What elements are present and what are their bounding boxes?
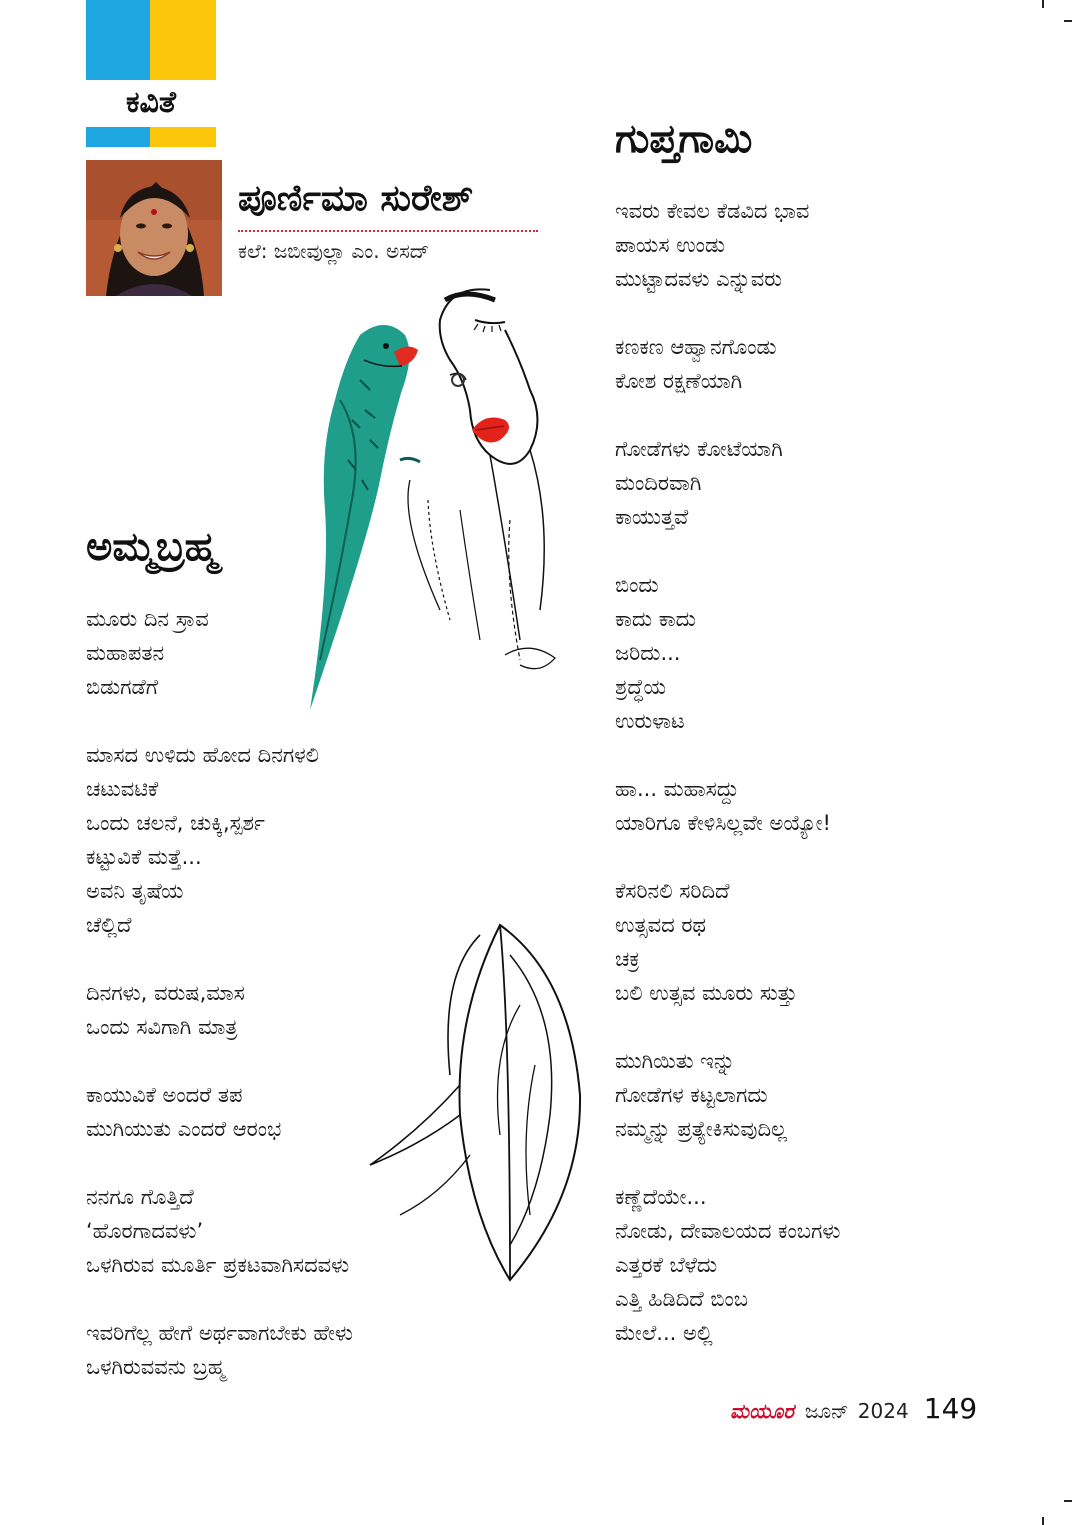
magazine-brand: ಮಯೂರ (730, 1399, 794, 1423)
poem-line: ಕೋಶ ರಕ್ಷಣೆಯಾಗಿ (615, 369, 743, 393)
poem-line: ಒಂದು ಚಲನೆ, ಚುಕ್ಕಿ,ಸ್ಪರ್ಶ (86, 811, 265, 835)
right-poem-body (615, 194, 840, 1384)
stanza (615, 1180, 840, 1350)
poem-line: ಅವನಿ ತೃಷೆಯ (86, 879, 184, 903)
poem-line: ಮುಗಿಯಿತು ಇನ್ನು (615, 1049, 736, 1073)
leaf-illustration (360, 915, 600, 1285)
poem-line: ಚಟುವಟಿಕೆ (86, 777, 159, 801)
poem-line: ಕಾಯುತ್ತವೆ (615, 505, 689, 529)
poem-line: ಗೋಡೆಗಳು ಕೋಟೆಯಾಗಿ (615, 437, 783, 461)
stanza (615, 432, 840, 534)
poem-line: ಒಳಗಿರುವವನು ಬ್ರಹ್ಮ (86, 1355, 226, 1379)
poem-line: ಹಾ... ಮಹಾಸದ್ದು (615, 777, 739, 801)
poem-line: ಕಾಯುವಿಕೆ ಅಂದರೆ ತಪ (86, 1083, 243, 1107)
poem-line: ಚಕ್ರ (615, 947, 640, 971)
stanza (86, 1180, 353, 1282)
poem-line: ‘ಹೊರಗಾದವಳು’ (86, 1219, 204, 1243)
author-divider (238, 230, 538, 232)
poem-line: ಕಟ್ಟುವಿಕೆ ಮತ್ತೆ... (86, 845, 202, 869)
poem-line: ಪಾಯಸ ಉಂಡು (615, 233, 725, 257)
poem-line: ಯಾರಿಗೂ ಕೇಳಿಸಿಲ್ಲವೇ ಅಯ್ಯೋ! (615, 811, 831, 835)
poem-line: ಚೆಲ್ಲಿದೆ (86, 913, 132, 937)
poem-line: ಎತ್ತಿ ಹಿಡಿದಿದೆ ಬಿಂಬ (615, 1287, 749, 1311)
issue-month: ಜೂನ್ (804, 1399, 849, 1423)
poem-line: ಮಹಾಪತನ (86, 641, 165, 665)
poem-line: ಕಣ್ಣೆದೆಯೇ... (615, 1185, 707, 1209)
poem-line: ಇವರಿಗೆಲ್ಲ ಹೇಗೆ ಅರ್ಥವಾಗಬೇಕು ಹೇಳು (86, 1321, 353, 1345)
poem-line: ಗೋಡೆಗಳ ಕಟ್ಟಲಾಗದು (615, 1083, 768, 1107)
poem-line: ನನಗೂ ಗೊತ್ತಿದೆ (86, 1185, 194, 1209)
stanza (615, 568, 840, 738)
stanza (615, 1044, 840, 1146)
stanza (615, 194, 840, 296)
crop-mark-top-right (1042, 0, 1044, 8)
crop-mark-right-lower (1064, 1500, 1072, 1502)
stanza (615, 330, 840, 398)
poem-line: ದಿನಗಳು, ವರುಷ,ಮಾಸ (86, 981, 245, 1005)
poem-line: ಬಿಂದು (615, 573, 659, 597)
left-poem-body (86, 602, 353, 1418)
stanza (86, 1316, 353, 1384)
poem-line: ಶ್ರದ್ಧೆಯ (615, 675, 666, 699)
poem-line: ಮೂರು ದಿನ ಸ್ರಾವ (86, 607, 209, 631)
poem-line: ಕೆಸರಿನಲಿ ಸರಿದಿದೆ (615, 879, 730, 903)
left-poem-title: ಅಮ್ಮಬ್ರಹ್ಮ (86, 524, 218, 570)
poem-line: ನಮ್ಮನ್ನು ಪ್ರತ್ಯೇಕಿಸುವುದಿಲ್ಲ (615, 1117, 788, 1141)
poem-line: ಉರುಳಾಟ (615, 709, 685, 733)
poem-line: ಮುಗಿಯುತು ಎಂದರೆ ಆರಂಭ (86, 1117, 282, 1141)
poem-line: ಎತ್ತರಕೆ ಬೆಳೆದು (615, 1253, 718, 1277)
stanza (615, 874, 840, 1010)
poem-line: ಜರಿದು... (615, 641, 681, 665)
author-photo (86, 160, 222, 296)
poem-line: ಇವರು ಕೇವಲ ಕೆಡವಿದ ಭಾವ (615, 199, 810, 223)
poem-line: ಒಂದು ಸವಿಗಾಗಿ ಮಾತ್ರ (86, 1015, 238, 1039)
section-label: ಕವಿತೆ (126, 85, 176, 120)
poem-line: ಉತ್ಸವದ ರಥ (615, 913, 706, 937)
stanza (86, 738, 353, 942)
poem-line: ಬಿಡುಗಡೆಗೆ (86, 675, 158, 699)
stanza (86, 976, 353, 1044)
poem-line: ಮುಟ್ಟಾದವಳು ಎನ್ನುವರು (615, 267, 783, 291)
crop-mark-bottom-right (1042, 1517, 1044, 1525)
crop-mark-right-upper (1064, 20, 1072, 22)
art-credit: ಕಲೆ: ಜಬೀವುಲ್ಲಾ ಎಂ. ಅಸದ್ (238, 239, 430, 263)
author-name: ಪೂರ್ಣಿಮಾ ಸುರೇಶ್ (238, 178, 474, 219)
section-tag-blue-block (86, 0, 150, 80)
right-poem-title: ಗುಪ್ತಗಾಮಿ (615, 116, 753, 162)
section-tag-yellow-block (150, 0, 216, 80)
poem-line: ಬಲಿ ಉತ್ಸವ ಮೂರು ಸುತ್ತು (615, 981, 798, 1005)
section-strip-yellow (150, 127, 216, 147)
poem-line: ಕಾದು ಕಾದು (615, 607, 696, 631)
stanza (615, 772, 840, 840)
poem-line: ನೋಡು, ದೇವಾಲಯದ ಕಂಬಗಳು (615, 1219, 841, 1243)
poem-line: ಒಳಗಿರುವ ಮೂರ್ತಿ ಪ್ರಕಟವಾಗಿಸದವಳು (86, 1253, 350, 1277)
poem-line: ಮಾಸದ ಉಳಿದು ಹೋದ ದಿನಗಳಲಿ (86, 743, 320, 767)
poem-line: ಮಂದಿರವಾಗಿ (615, 471, 702, 495)
poem-line: ಮೇಲೆ... ಅಲ್ಲಿ (615, 1321, 713, 1345)
issue-year: 2024 (857, 1399, 909, 1423)
poem-line: ಕಣಕಣ ಆಹ್ವಾನಗೊಂಡು (615, 335, 777, 359)
stanza (86, 1078, 353, 1146)
stanza (86, 602, 353, 704)
page-footer (730, 1392, 977, 1425)
page-number: 149 (923, 1392, 978, 1425)
section-strip-blue (86, 127, 150, 147)
